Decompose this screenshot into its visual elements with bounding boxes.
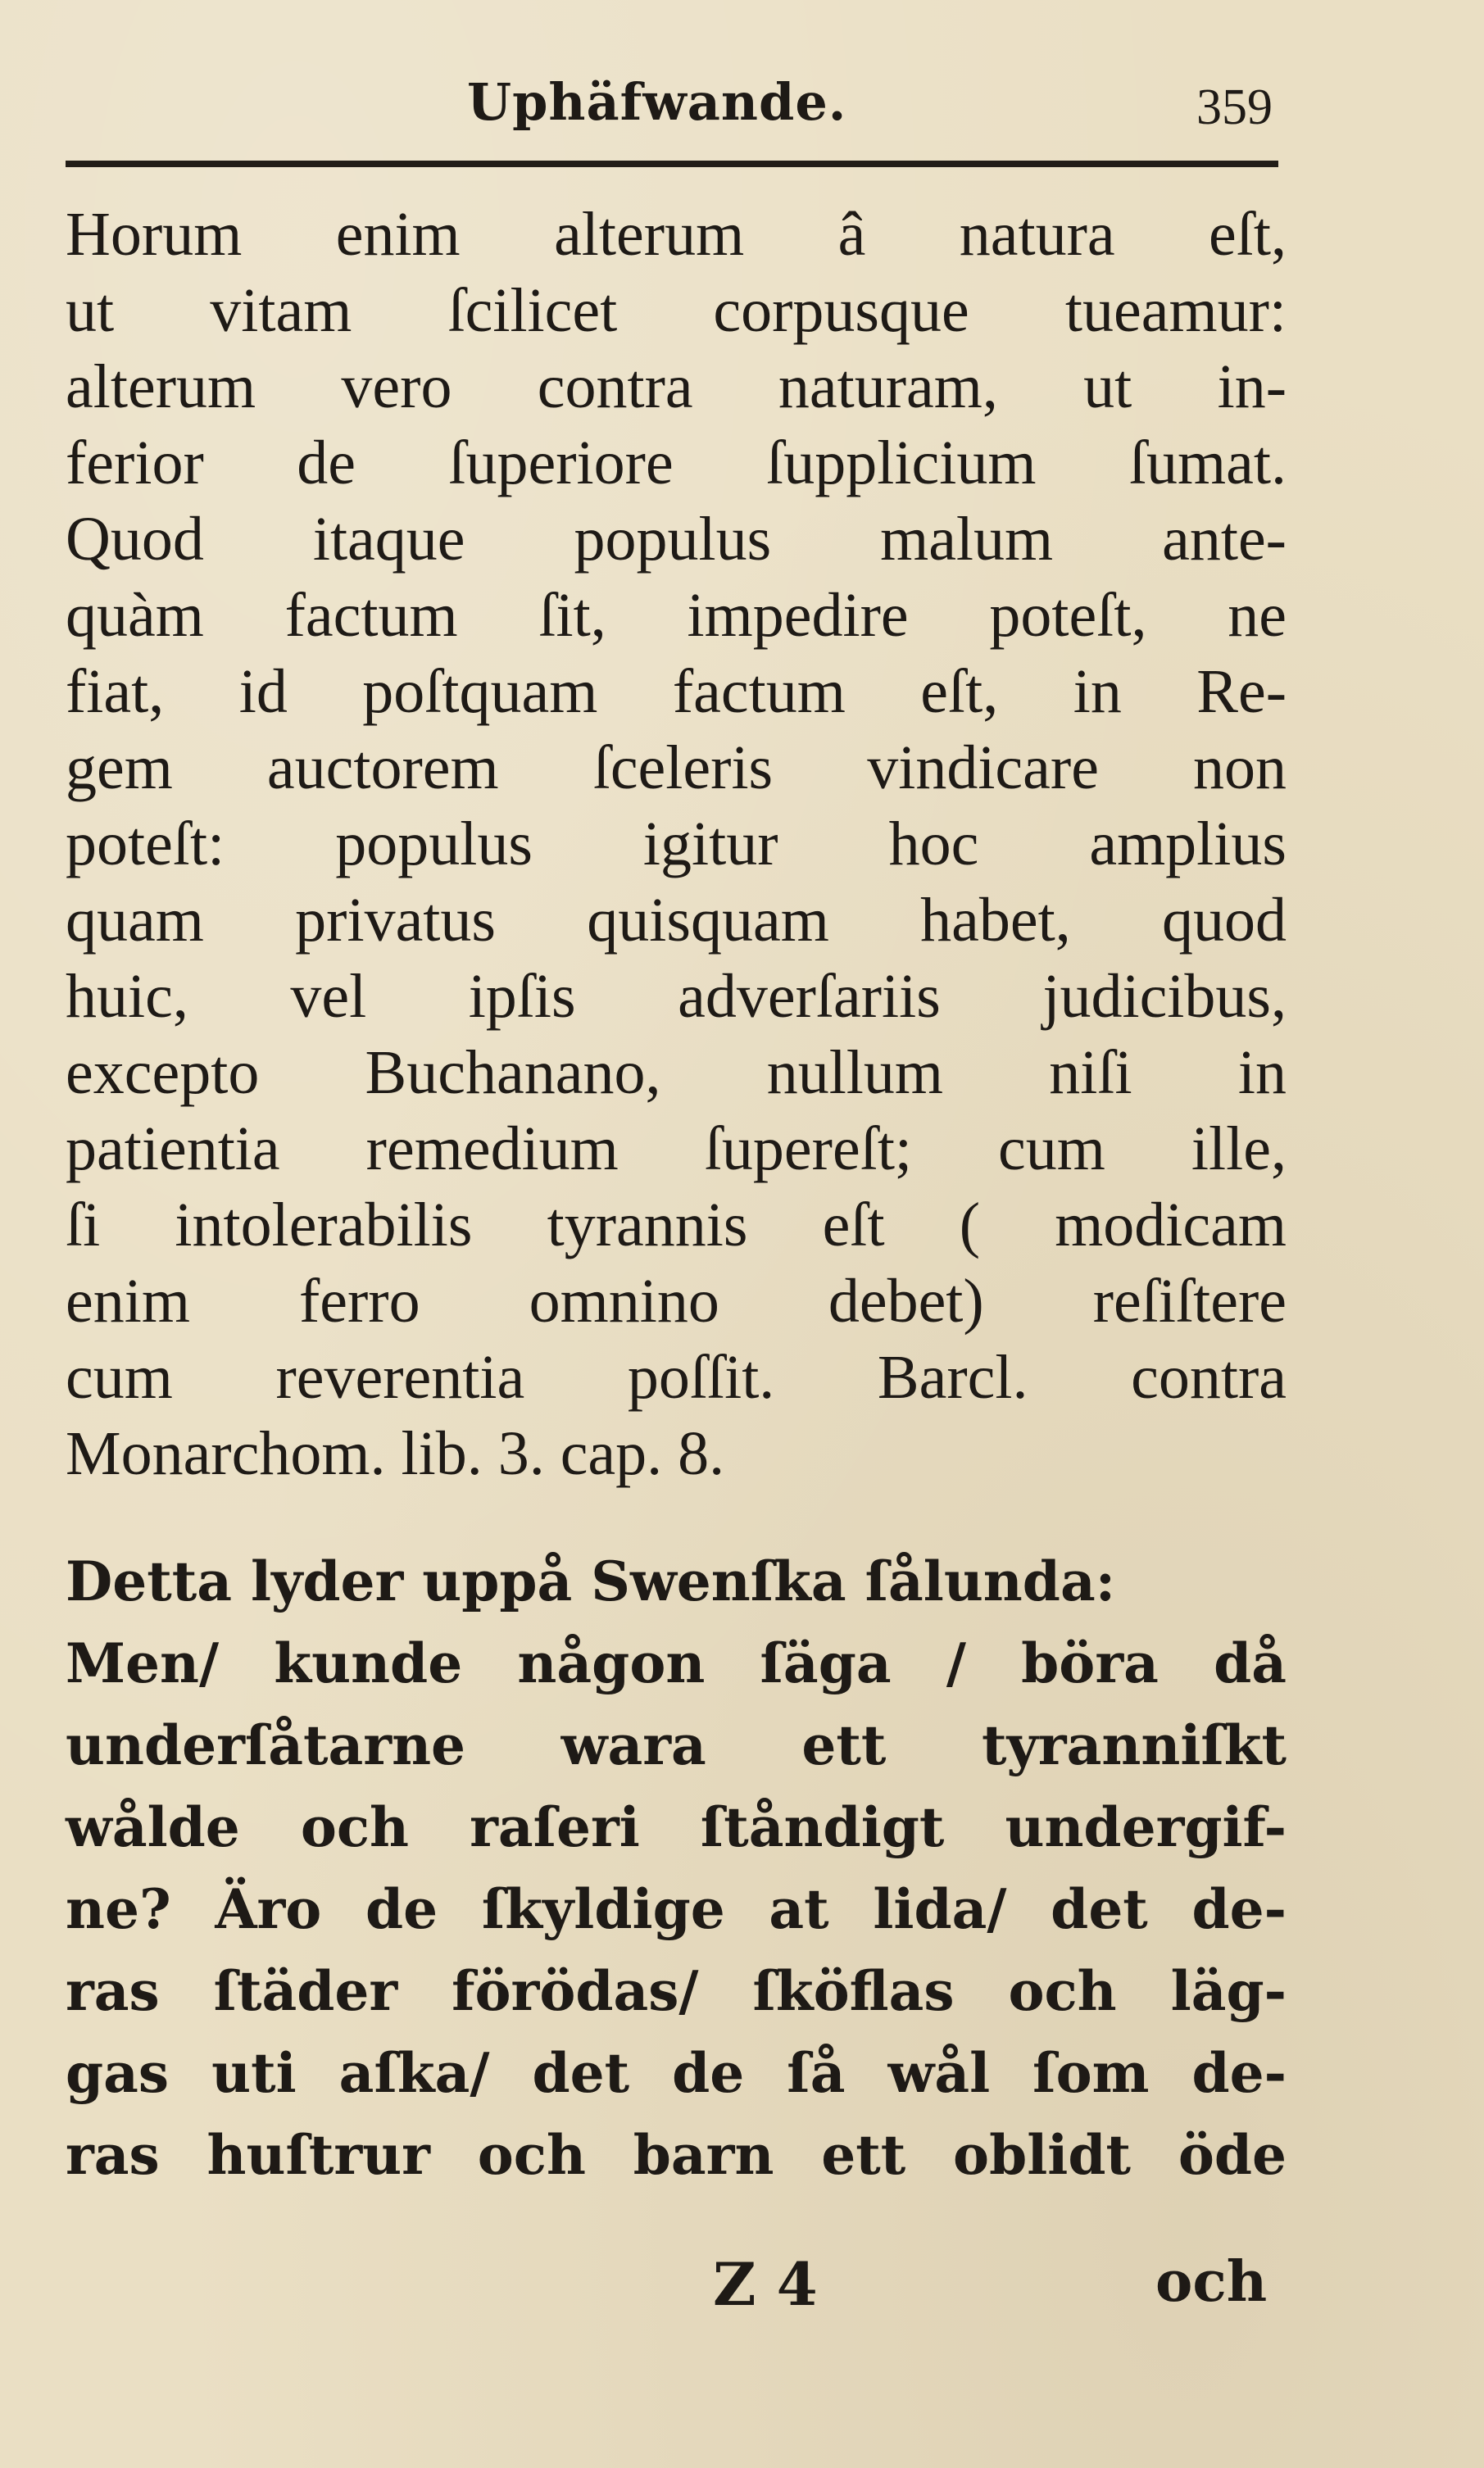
text-line: quàm factum ſit, impedire poteſt, ne [66, 581, 1287, 650]
text-line: poteſt: populus igitur hoc amplius [66, 810, 1287, 878]
text-line: wålde och raſeri ſtåndigt undergif- [66, 1795, 1287, 1859]
text-line: Quod itaque populus malum ante- [66, 505, 1287, 574]
text-line: alterum vero contra naturam, ut in- [66, 352, 1287, 421]
text-line: ras ſtäder förödas/ ſköflas och läg- [66, 1959, 1287, 2023]
text-line: huic, vel ipſis adverſariis judicibus, [66, 962, 1287, 1031]
text-line: underſåtarne wara ett tyranniſkt [66, 1713, 1287, 1777]
text-line: ſi intolerabilis tyrannis eſt ( modicam [66, 1191, 1287, 1259]
text-line: excepto Buchanano, nullum niſi in [66, 1038, 1287, 1107]
text-line: enim ferro omnino debet) reſiſtere [66, 1267, 1287, 1336]
text-line: Men/ kunde någon ſäga / böra då [66, 1631, 1287, 1695]
text-line: Horum enim alterum â natura eſt, [66, 200, 1287, 269]
catchword: och [1155, 2249, 1268, 2315]
latin-paragraph [66, 197, 1295, 1492]
text-line: cum reverentia poſſit. Barcl. contra [66, 1343, 1287, 1412]
text-line: ut vitam ſcilicet corpusque tueamur: [66, 276, 1287, 345]
text-line: patientia remedium ſupereſt; cum ille, [66, 1114, 1287, 1183]
text-line: gem auctorem ſceleris vindicare non [66, 733, 1287, 802]
header-rule [66, 161, 1278, 167]
running-head [66, 72, 1278, 146]
text-line: quam privatus quisquam habet, quod [66, 886, 1287, 955]
running-title: Uphäfwande. [467, 72, 847, 132]
text-line: ferior de ſuperiore ſupplicium ſumat. [66, 429, 1287, 497]
swedish-paragraph [66, 1540, 1295, 2196]
page-number: 359 [1196, 79, 1273, 135]
text-line: ne? Äro de ſkyldige at lida/ det de- [66, 1877, 1287, 1941]
text-line: fiat, id poſtquam factum eſt, in Re- [66, 657, 1287, 726]
text-line: gas uti aſka/ det de ſå wål ſom de- [66, 2041, 1287, 2105]
text-line: ras huſtrur och barn ett oblidt öde [66, 2123, 1287, 2187]
text-line: Detta lyder uppå Swenſka ſålunda: [66, 1549, 1116, 1613]
text-line: Monarchom. lib. 3. cap. 8. [66, 1419, 725, 1488]
signature-mark: Z 4 [713, 2249, 818, 2319]
